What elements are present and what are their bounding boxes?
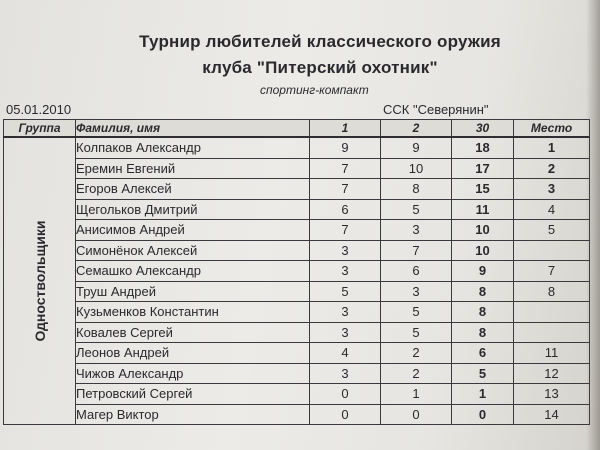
round-2-score: 1 xyxy=(381,384,452,405)
place: 5 xyxy=(514,220,590,241)
round-2-score: 2 xyxy=(381,343,452,364)
total-score: 10 xyxy=(452,240,514,261)
round-1-score: 3 xyxy=(310,363,381,384)
total-score: 1 xyxy=(452,384,514,405)
table-body xyxy=(4,137,590,425)
round-1-score: 0 xyxy=(310,404,381,425)
total-score: 8 xyxy=(452,281,514,302)
header-name: Фамилия, имя xyxy=(76,120,310,138)
round-2-score: 0 xyxy=(381,404,452,425)
place: 13 xyxy=(514,384,590,405)
table-row xyxy=(4,281,590,302)
table-row xyxy=(4,261,590,282)
total-score: 10 xyxy=(452,220,514,241)
participant-name: Петровский Сергей xyxy=(76,384,310,405)
table-row xyxy=(4,240,590,261)
round-2-score: 7 xyxy=(381,240,452,261)
round-1-score: 3 xyxy=(310,322,381,343)
participant-name: Еремин Евгений xyxy=(76,158,310,179)
participant-name: Леонов Андрей xyxy=(76,343,310,364)
header-place: Место xyxy=(514,120,590,138)
round-1-score: 9 xyxy=(310,137,381,158)
venue: ССК "Северянин" xyxy=(383,102,489,117)
participant-name: Семашко Александр xyxy=(76,261,310,282)
participant-name: Магер Виктор xyxy=(76,404,310,425)
table-row xyxy=(4,137,590,158)
group-cell xyxy=(4,137,76,425)
round-2-score: 5 xyxy=(381,302,452,323)
title-line-1: Турнир любителей классического оружия xyxy=(139,32,501,51)
place: 2 xyxy=(514,158,590,179)
round-2-score: 5 xyxy=(381,199,452,220)
round-2-score: 6 xyxy=(381,261,452,282)
total-score: 17 xyxy=(452,158,514,179)
place: 3 xyxy=(514,179,590,200)
participant-name: Щегольков Дмитрий xyxy=(76,199,310,220)
place: 14 xyxy=(514,404,590,425)
participant-name: Труш Андрей xyxy=(76,281,310,302)
date: 05.01.2010 xyxy=(6,102,72,117)
total-score: 0 xyxy=(452,404,514,425)
round-2-score: 5 xyxy=(381,322,452,343)
total-score: 6 xyxy=(452,343,514,364)
round-1-score: 7 xyxy=(310,220,381,241)
round-2-score: 9 xyxy=(381,137,452,158)
table-row xyxy=(4,179,590,200)
place: 12 xyxy=(514,363,590,384)
table-row xyxy=(4,158,590,179)
total-score: 5 xyxy=(452,363,514,384)
round-2-score: 3 xyxy=(381,281,452,302)
table-row xyxy=(4,199,590,220)
group-label: Одноствольщики xyxy=(31,220,48,342)
participant-name: Колпаков Александр xyxy=(76,137,310,158)
participant-name: Чижов Александр xyxy=(76,363,310,384)
participant-name: Анисимов Андрей xyxy=(76,220,310,241)
place xyxy=(514,240,590,261)
round-2-score: 10 xyxy=(381,158,452,179)
header-round-2: 2 xyxy=(381,120,452,138)
total-score: 15 xyxy=(452,179,514,200)
round-1-score: 7 xyxy=(310,158,381,179)
subtitle: спортинг-компакт xyxy=(260,83,369,97)
place xyxy=(514,322,590,343)
total-score: 18 xyxy=(452,137,514,158)
participant-name: Кузьменков Константин xyxy=(76,302,310,323)
total-score: 8 xyxy=(452,322,514,343)
place: 11 xyxy=(514,343,590,364)
round-1-score: 6 xyxy=(310,199,381,220)
table-row xyxy=(4,220,590,241)
table-row xyxy=(4,363,590,384)
place: 8 xyxy=(514,281,590,302)
participant-name: Егоров Алексей xyxy=(76,179,310,200)
round-1-score: 3 xyxy=(310,240,381,261)
header-total: 30 xyxy=(452,120,514,138)
table-row xyxy=(4,343,590,364)
place: 4 xyxy=(514,199,590,220)
total-score: 9 xyxy=(452,261,514,282)
round-1-score: 0 xyxy=(310,384,381,405)
participant-name: Ковалев Сергей xyxy=(76,322,310,343)
place: 1 xyxy=(514,137,590,158)
place xyxy=(514,302,590,323)
page-edge-shadow xyxy=(586,0,600,450)
round-2-score: 3 xyxy=(381,220,452,241)
total-score: 11 xyxy=(452,199,514,220)
round-2-score: 2 xyxy=(381,363,452,384)
header-group: Группа xyxy=(4,120,76,138)
title-line-2: клуба "Питерский охотник" xyxy=(202,58,438,77)
round-1-score: 7 xyxy=(310,179,381,200)
total-score: 8 xyxy=(452,302,514,323)
table-row xyxy=(4,302,590,323)
header-round-1: 1 xyxy=(310,120,381,138)
table-row xyxy=(4,404,590,425)
table-header-row xyxy=(4,120,590,138)
place: 7 xyxy=(514,261,590,282)
table-row xyxy=(4,322,590,343)
round-1-score: 3 xyxy=(310,261,381,282)
participant-name: Симонёнок Алексей xyxy=(76,240,310,261)
round-1-score: 5 xyxy=(310,281,381,302)
results-table xyxy=(3,119,590,425)
table-row xyxy=(4,384,590,405)
round-1-score: 4 xyxy=(310,343,381,364)
round-1-score: 3 xyxy=(310,302,381,323)
round-2-score: 8 xyxy=(381,179,452,200)
